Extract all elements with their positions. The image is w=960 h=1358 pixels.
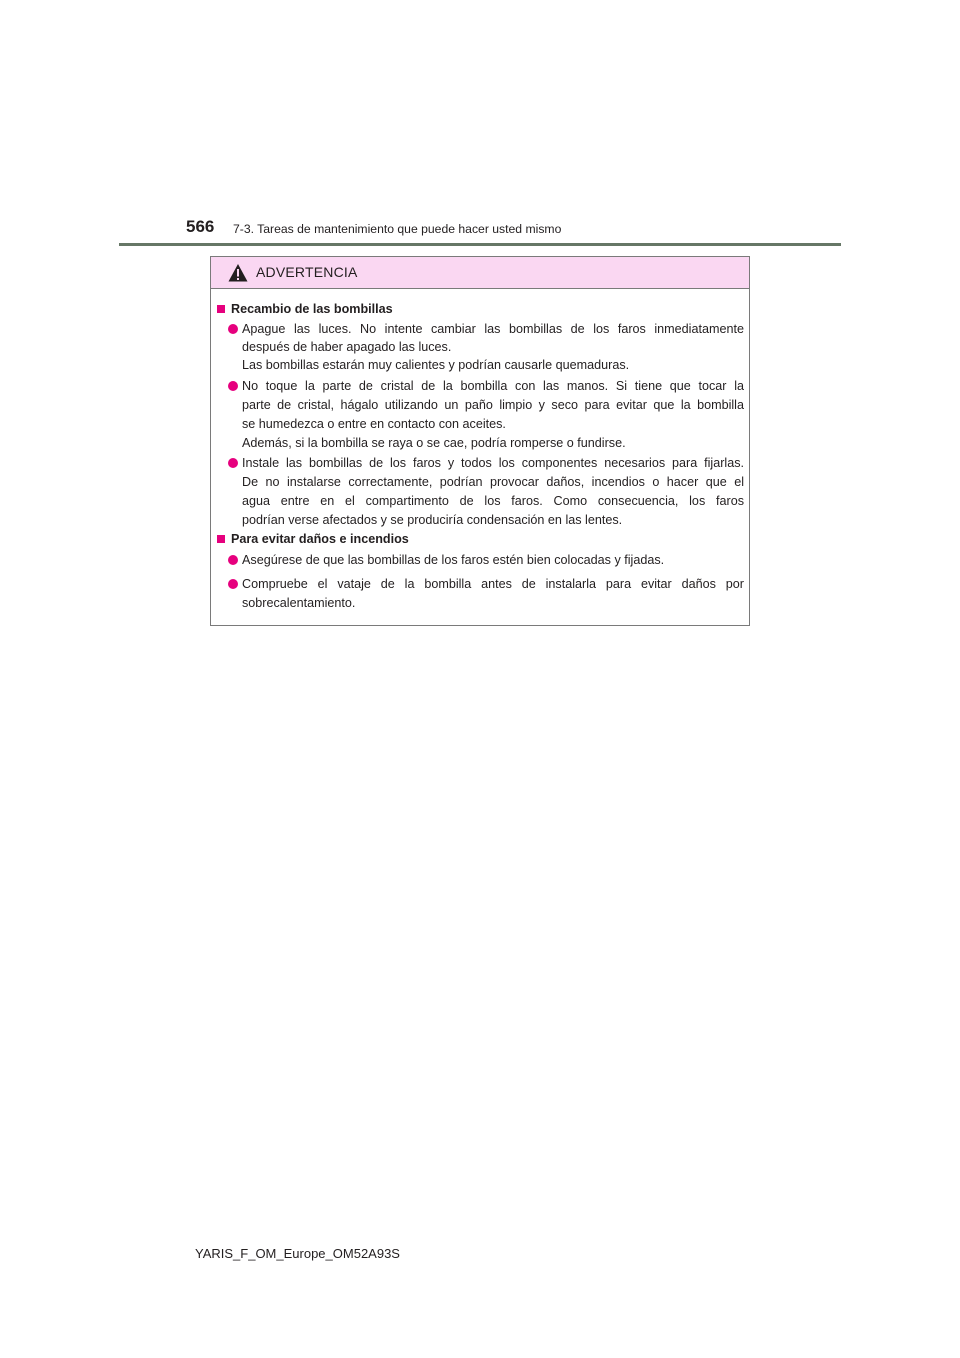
square-bullet-icon [217, 535, 225, 543]
circle-bullet-icon [228, 324, 238, 334]
item-line: podrían verse afectados y se produciría condensación en las lentes. [242, 513, 623, 527]
item-line: Asegúrese de que las bombillas de los faros estén bien colocadas y fijadas. [242, 553, 665, 567]
header-title: 7-3. Tareas de mantenimiento que puede hacer usted mismo [233, 222, 562, 236]
header-rule [119, 243, 841, 246]
warning-box [210, 256, 750, 626]
item-line: se humedezca o entre en contacto con aceites. [242, 417, 506, 431]
square-bullet-icon [217, 305, 225, 313]
item-line: Las bombillas estarán muy calientes y podrían causarle quemaduras. [242, 358, 630, 372]
circle-bullet-icon [228, 381, 238, 391]
section-heading: Recambio de las bombillas [217, 302, 393, 316]
item-line: sobrecalentamiento. [242, 596, 356, 610]
section-heading: Para evitar daños e incendios [217, 532, 409, 546]
warning-header [211, 257, 749, 289]
item-line: De no instalarse correctamente, podrían provocar daños, incendios o hacer que el [242, 475, 744, 489]
circle-bullet-icon [228, 458, 238, 468]
item-line: parte de cristal, hágalo utilizando un paño limpio y seco para evitar que la bombilla [242, 398, 744, 412]
item-line: Además, si la bombilla se raya o se cae, podría romperse o fundirse. [242, 436, 626, 450]
item-line: Instale las bombillas de los faros y todos los componentes necesarios para fijarlas. [242, 456, 744, 470]
item-line: agua entre en el compartimento de los faros. Como consecuencia, los faros [242, 494, 744, 508]
item-line: después de haber apagado las luces. [242, 340, 452, 354]
circle-bullet-icon [228, 579, 238, 589]
footer-code: YARIS_F_OM_Europe_OM52A93S [195, 1246, 400, 1261]
page-number: 566 [186, 217, 215, 236]
item-line: Compruebe el vataje de la bombilla antes de instalarla para evitar daños por [242, 577, 744, 591]
item-line: Apague las luces. No intente cambiar las bombillas de los faros inmediatamente [242, 322, 744, 336]
circle-bullet-icon [228, 555, 238, 565]
item-line: No toque la parte de cristal de la bombilla con las manos. Si tiene que tocar la [242, 379, 744, 393]
warning-triangle-icon [228, 263, 248, 282]
warning-title: ADVERTENCIA [256, 264, 358, 280]
